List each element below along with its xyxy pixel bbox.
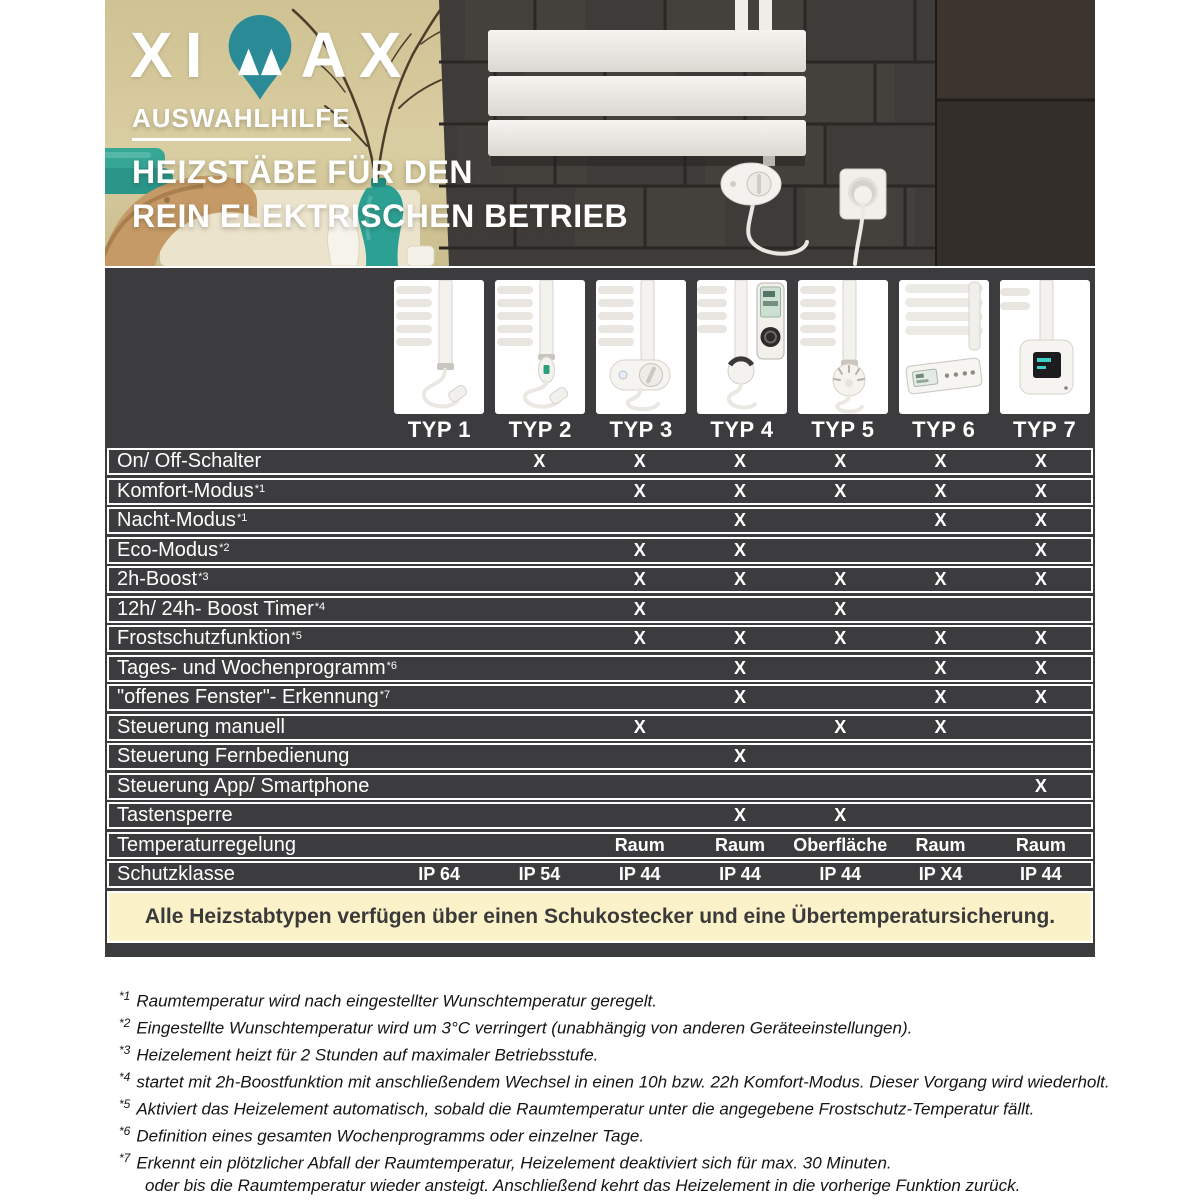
product-column bbox=[692, 280, 793, 444]
row-label: "offenes Fenster"- Erkennung *7 bbox=[117, 686, 391, 708]
row-cell: X bbox=[733, 480, 746, 501]
row-cell bbox=[991, 598, 1091, 621]
row-cell bbox=[489, 657, 589, 680]
heating-rod-remote-control-photo bbox=[697, 280, 787, 414]
footnote-marker: *7 bbox=[379, 689, 391, 701]
row-cell bbox=[489, 598, 589, 621]
product-column bbox=[994, 280, 1095, 444]
footnote-marker: *5 bbox=[291, 630, 302, 642]
row-cell: IP 44 bbox=[1019, 864, 1062, 884]
table-row bbox=[107, 743, 1093, 770]
page-title: HEIZSTÄBE FÜR DEN REIN ELEKTRISCHEN BETRIEB bbox=[132, 154, 629, 234]
row-cell bbox=[690, 716, 790, 739]
row-cell: X bbox=[1034, 657, 1047, 678]
table-row bbox=[107, 655, 1093, 682]
row-cell: X bbox=[1034, 569, 1047, 589]
row-cell: X bbox=[633, 451, 646, 471]
row-cell: X bbox=[934, 716, 947, 737]
row-cell bbox=[489, 775, 589, 798]
table-row bbox=[107, 773, 1093, 800]
row-cell bbox=[489, 509, 589, 532]
row-cell: X bbox=[1034, 480, 1047, 501]
row-cell: X bbox=[733, 510, 746, 530]
row-cell bbox=[790, 775, 890, 798]
row-cell bbox=[489, 568, 589, 591]
footnote-marker: *1 bbox=[119, 988, 131, 1003]
table-row bbox=[107, 478, 1093, 505]
row-cell bbox=[389, 509, 489, 532]
row-label: On/ Off-Schalter bbox=[117, 450, 262, 472]
row-cell: X bbox=[733, 539, 746, 560]
comparison-table-panel bbox=[105, 268, 1095, 957]
row-cell: X bbox=[1034, 775, 1047, 796]
row-cell: X bbox=[633, 628, 646, 648]
column-header: TYP 4 bbox=[710, 417, 774, 442]
row-label: Steuerung App/ Smartphone bbox=[117, 774, 370, 797]
footnote-line: $^{*7}$ Erkennt ein plötzlicher Abfall der Raumtemperatur, Heizelement deaktiviert sich für max. 30 Minuten. bbox=[119, 1150, 892, 1173]
footnote-marker: *1 bbox=[236, 512, 248, 524]
heating-rod-thermostat-knob-photo bbox=[798, 280, 888, 414]
row-cell: X bbox=[733, 657, 746, 678]
row-cell: X bbox=[1034, 687, 1047, 707]
row-cell: X bbox=[633, 716, 646, 737]
row-cell: X bbox=[633, 598, 646, 619]
row-label: Frostschutzfunktion *5 bbox=[117, 627, 302, 649]
footnote-marker: *6 bbox=[386, 659, 398, 672]
row-label: Temperaturregelung bbox=[117, 833, 296, 856]
row-cell: X bbox=[834, 805, 847, 825]
row-cell bbox=[389, 539, 489, 562]
hero-eyebrow: AUSWAHLHILFE bbox=[132, 103, 351, 141]
heating-rod-digital-box-photo bbox=[1000, 280, 1090, 414]
row-label: Steuerung manuell bbox=[117, 715, 285, 738]
row-cell bbox=[991, 804, 1091, 827]
row-cell: IP 44 bbox=[618, 864, 661, 884]
footnote-marker: *4 bbox=[314, 600, 326, 613]
row-cell bbox=[790, 539, 890, 562]
column-header: TYP 5 bbox=[811, 417, 875, 442]
heating-rod-switch-photo bbox=[495, 280, 585, 414]
row-cell: X bbox=[533, 451, 546, 471]
hero-banner bbox=[105, 0, 1095, 266]
product-column bbox=[389, 280, 490, 444]
footnote-marker: *3 bbox=[119, 1042, 131, 1057]
row-cell bbox=[690, 775, 790, 798]
row-cell: X bbox=[834, 716, 847, 737]
row-cell bbox=[790, 657, 890, 680]
ximax-m-pin-icon bbox=[222, 12, 298, 104]
footnote-marker: *4 bbox=[119, 1069, 131, 1084]
table-row bbox=[107, 448, 1093, 475]
footnote-marker: *6 bbox=[119, 1123, 131, 1138]
row-cell bbox=[489, 834, 589, 857]
row-cell bbox=[590, 804, 690, 827]
table-row bbox=[107, 802, 1093, 829]
row-cell bbox=[389, 834, 489, 857]
row-cell bbox=[389, 745, 489, 768]
row-cell: Raum bbox=[915, 834, 966, 855]
radiator-control-panel-photo bbox=[899, 280, 989, 414]
row-cell: Raum bbox=[1015, 834, 1066, 855]
row-cell: X bbox=[834, 628, 847, 648]
table-row bbox=[107, 507, 1093, 534]
row-cell: X bbox=[733, 451, 746, 471]
row-cell: X bbox=[834, 451, 847, 471]
table-row bbox=[107, 861, 1093, 888]
row-cell bbox=[790, 745, 890, 768]
row-cell: X bbox=[934, 569, 947, 589]
row-cell bbox=[590, 775, 690, 798]
row-cell bbox=[389, 627, 489, 650]
heating-rod-control-unit-photo bbox=[596, 280, 686, 414]
row-cell: X bbox=[733, 746, 746, 766]
heating-rod-thermostat-knob-photo bbox=[798, 280, 888, 414]
row-cell: X bbox=[1034, 510, 1047, 530]
row-cell: X bbox=[633, 480, 646, 501]
row-label: Schutzklasse bbox=[117, 863, 235, 885]
row-cell bbox=[489, 539, 589, 562]
row-label: Nacht-Modus *1 bbox=[117, 509, 248, 531]
row-cell bbox=[489, 716, 589, 739]
footnote-marker: *7 bbox=[119, 1150, 131, 1165]
row-cell bbox=[991, 745, 1091, 768]
row-cell bbox=[690, 598, 790, 621]
column-header: TYP 1 bbox=[407, 417, 472, 442]
row-label: 2h-Boost *3 bbox=[117, 568, 209, 590]
row-cell bbox=[389, 716, 489, 739]
hero-text bbox=[132, 103, 628, 238]
footnote-line: $^{*5}$ Aktiviert das Heizelement automatisch, sobald die Raumtemperatur unter die angegebene Frostschutz-Temperatur fällt. bbox=[119, 1096, 1035, 1119]
row-cell bbox=[389, 804, 489, 827]
footnote-line: $^{*1}$ Raumtemperatur wird nach eingestellter Wunschtemperatur geregelt. bbox=[119, 988, 657, 1011]
row-cell bbox=[590, 745, 690, 768]
row-cell bbox=[890, 775, 990, 798]
row-cell bbox=[389, 450, 489, 473]
row-cell: Raum bbox=[614, 834, 665, 855]
row-cell: X bbox=[733, 805, 746, 825]
row-cell bbox=[489, 627, 589, 650]
logo-text-left: XI bbox=[130, 19, 215, 91]
footnote-line: $^{*2}$ Eingestellte Wunschtemperatur wird um 3°C verringert (unabhängig von anderen Geräteeinstellungen). bbox=[119, 1015, 913, 1038]
info-banner-text: Alle Heizstabtypen verfügen über einen Schukostecker und eine Übertemperatursicherung. bbox=[144, 904, 1056, 928]
row-cell: X bbox=[733, 569, 746, 589]
table-row bbox=[107, 832, 1093, 859]
heating-rod-digital-box-photo bbox=[1000, 280, 1090, 414]
footnote-line: oder bis die Raumtemperatur wieder ansteigt. Anschließend kehrt das Heizelement in die vorherige Funktion zurück. bbox=[145, 1175, 1021, 1195]
row-cell: IP X4 bbox=[918, 864, 963, 884]
row-cell: X bbox=[934, 628, 947, 648]
footnote-marker: *2 bbox=[219, 541, 230, 554]
row-cell bbox=[890, 745, 990, 768]
row-cell bbox=[890, 539, 990, 562]
row-cell bbox=[389, 480, 489, 503]
row-cell: X bbox=[834, 598, 847, 619]
table-row bbox=[107, 684, 1093, 711]
row-cell bbox=[590, 686, 690, 709]
product-columns bbox=[105, 280, 1095, 444]
row-cell: X bbox=[934, 510, 947, 530]
footnote-marker: *2 bbox=[119, 1015, 131, 1030]
row-cell bbox=[790, 686, 890, 709]
row-label: Tages- und Wochenprogramm *6 bbox=[117, 656, 398, 679]
table-row bbox=[107, 566, 1093, 593]
row-cell: X bbox=[633, 539, 646, 560]
heating-rod-control-unit-photo bbox=[596, 280, 686, 414]
row-cell: X bbox=[733, 628, 746, 648]
footnote-line: $^{*4}$ startet mit 2h-Boostfunktion mit anschließendem Wechsel in einen 10h bzw. 22h Komfort-Modus. Dieser Vorgang wird wiederholt. bbox=[119, 1069, 1110, 1092]
heating-rod-remote-control-photo bbox=[697, 280, 787, 414]
row-cell: Oberfläche bbox=[793, 834, 888, 855]
row-cell: IP 44 bbox=[719, 864, 761, 884]
footnotes-section bbox=[119, 983, 1110, 1199]
row-cell: X bbox=[934, 480, 947, 501]
row-cell: IP 54 bbox=[518, 864, 561, 884]
column-header: TYP 2 bbox=[508, 417, 572, 442]
row-cell bbox=[489, 745, 589, 768]
cabinet-illustration bbox=[935, 0, 1095, 266]
row-cell bbox=[991, 716, 1091, 739]
row-cell: X bbox=[733, 687, 746, 707]
row-cell bbox=[389, 568, 489, 591]
feature-rows bbox=[105, 448, 1095, 888]
row-label: 12h/ 24h- Boost Timer *4 bbox=[117, 597, 326, 620]
column-header: TYP 6 bbox=[912, 417, 976, 442]
row-label: Komfort-Modus *1 bbox=[117, 479, 266, 502]
footnote-marker: *3 bbox=[198, 571, 209, 583]
row-cell: X bbox=[934, 451, 947, 471]
heating-rod-basic-photo bbox=[394, 280, 484, 414]
table-row bbox=[107, 625, 1093, 652]
row-cell bbox=[389, 775, 489, 798]
radiator-control-panel-photo bbox=[899, 280, 989, 414]
table-row bbox=[107, 537, 1093, 564]
row-cell: X bbox=[934, 687, 947, 707]
heating-rod-basic-photo bbox=[394, 280, 484, 414]
row-cell: X bbox=[1034, 539, 1047, 560]
row-cell bbox=[389, 598, 489, 621]
row-cell bbox=[389, 686, 489, 709]
column-header: TYP 7 bbox=[1012, 417, 1077, 442]
footnote-line: $^{*3}$ Heizelement heizt für 2 Stunden auf maximaler Betriebsstufe. bbox=[119, 1042, 599, 1065]
row-cell: X bbox=[1034, 628, 1047, 648]
row-cell: IP 44 bbox=[819, 864, 862, 884]
row-cell: X bbox=[934, 657, 947, 678]
row-cell bbox=[590, 657, 690, 680]
row-cell bbox=[590, 509, 690, 532]
row-cell: X bbox=[834, 569, 847, 589]
row-cell: Raum bbox=[714, 834, 765, 855]
logo-text-right: AX bbox=[300, 19, 414, 91]
footnote-marker: *1 bbox=[254, 482, 266, 495]
row-cell bbox=[790, 509, 890, 532]
row-cell bbox=[489, 686, 589, 709]
product-column bbox=[591, 280, 692, 444]
row-cell: X bbox=[633, 569, 646, 589]
row-cell: X bbox=[834, 480, 847, 501]
row-label: Steuerung Fernbedienung bbox=[117, 745, 350, 767]
product-column bbox=[792, 280, 893, 444]
column-header: TYP 3 bbox=[609, 417, 673, 442]
row-cell bbox=[890, 804, 990, 827]
table-row bbox=[107, 596, 1093, 623]
product-column bbox=[893, 280, 994, 444]
heating-rod-switch-photo bbox=[495, 280, 585, 414]
row-label: Eco-Modus *2 bbox=[117, 538, 230, 561]
ximax-logo bbox=[130, 12, 413, 104]
info-banner bbox=[107, 891, 1093, 943]
product-column bbox=[490, 280, 591, 444]
table-row bbox=[107, 714, 1093, 741]
row-cell bbox=[489, 804, 589, 827]
label-column-spacer bbox=[105, 280, 389, 444]
footnote-line: $^{*6}$ Definition eines gesamten Wochenprogramms oder einzelner Tage. bbox=[119, 1123, 645, 1146]
row-cell: X bbox=[1034, 451, 1047, 471]
row-label: Tastensperre bbox=[117, 804, 233, 826]
row-cell bbox=[489, 480, 589, 503]
row-cell bbox=[890, 598, 990, 621]
footnote-marker: *5 bbox=[119, 1096, 131, 1111]
row-cell bbox=[386, 657, 489, 680]
row-cell: IP 64 bbox=[418, 864, 460, 884]
